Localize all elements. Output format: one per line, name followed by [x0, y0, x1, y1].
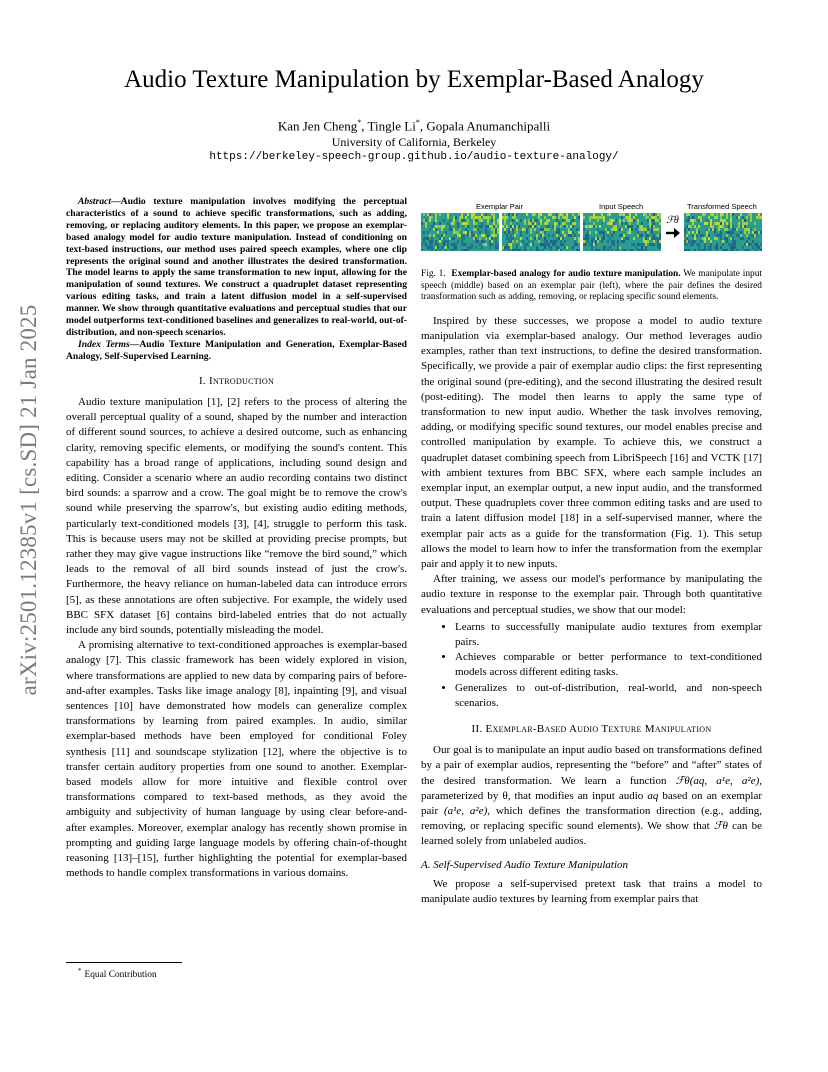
paragraph: We propose a self-supervised pretext task that trains a model to manipulate audio textures by learning from exemplar pairs that: [421, 877, 762, 906]
math-ftheta: ℱθ: [713, 820, 728, 833]
author-name: Tingle Li: [367, 118, 416, 134]
text-run: can be learned solely from unlabeled audios.: [421, 820, 763, 848]
text-run: Our goal is to manipulate an input audio based on transformations defined by a pair of exemplar audios, representing the “before” and “after” states of the desired transformation. We learn a function: [421, 744, 762, 787]
author-name: Kan Jen Cheng: [277, 118, 358, 134]
math-pair: (a¹e, a²e): [443, 805, 488, 818]
arxiv-identifier: arXiv:2501.12385v1 [cs.SD] 21 Jan 2025: [16, 304, 41, 696]
list-item: • Learns to successfully manipulate audio textures from exemplar pairs.: [455, 620, 762, 650]
footnote: [66, 962, 407, 980]
spectrogram-input: [583, 213, 661, 251]
caption-rest: We manipulate input speech (middle) based on an exemplar pair (left), where the pair defines the desired transformation such as adding, removing, or replacing specific sound elements.: [421, 269, 763, 303]
project-url[interactable]: https://berkeley-speech-group.github.io/audio-texture-analogy/: [209, 151, 619, 163]
affiliation: University of California, Berkeley: [331, 135, 497, 149]
index-terms-text: —Audio Texture Manipulation and Generation, Exemplar-Based Analogy, Self-Supervised Learning.: [66, 338, 407, 362]
footnote-mark: *: [78, 967, 82, 975]
abstract-lead: Abstract: [78, 196, 112, 207]
list-item: • Achieves comparable or better performance to text-conditioned models across different editing tasks.: [455, 650, 762, 680]
spectrogram-exemplar-before: [421, 213, 499, 251]
author-list: Kan Jen Cheng*, Tingle Li*, Gopala Anumanchipalli: [277, 118, 551, 134]
paragraph: [421, 743, 762, 849]
index-terms: [66, 339, 407, 363]
abstract: [66, 196, 407, 339]
paper-title: Audio Texture Manipulation by Exemplar-Based Analogy: [124, 66, 704, 93]
arrow-label: ℱθ: [666, 215, 679, 226]
author-name: Gopala Anumanchipalli: [426, 118, 551, 134]
subsection-heading: A. Self-Supervised Audio Texture Manipulation: [421, 858, 629, 871]
spectrogram-exemplar-after: [502, 213, 580, 251]
footnote-rule: [66, 962, 182, 963]
figure-label-exemplar: Exemplar Pair: [476, 202, 524, 211]
author-mark: *: [357, 118, 362, 127]
abstract-text: —Audio texture manipulation involves modifying the perceptual characteristics of a sound to achieve specific transformations, such as adding, removing, or replacing auditory elements. In this paper, we propose an exemplar-based analogy model for audio texture manipulation. Instead of conditioning on text-based instructions, our method uses paired speech examples, where one clip represents the original sound and another illustrates the desired transformation. The model learns to apply the same transformation to new input, allowing for the manipulation of sound textures. We construct a quadruplet dataset representing various editing tasks, and train a latent diffusion model in a self-supervised manner. We show through quantitative evaluations and perceptual studies that our model outperforms text-conditioned baselines and generalizes to real-world, out-of-distribution, and non-speech scenarios.: [66, 196, 407, 338]
contribution-list: [421, 620, 762, 711]
figure-caption: [421, 269, 762, 304]
figure-label-transformed: Transformed Speech: [687, 202, 757, 211]
paragraph: Audio texture manipulation [1], [2] refers to the process of altering the overall perceptual quality of a sound, shaped by the number and interaction of different sound sources, to achieve a desired outcome, such as enhancing clarity, removing specific elements, or modifying the sound's content. This capability has a broad range of applications, including sound design and editing. Consider a scenario where an audio recording contains two distinct bird sounds: a sparrow and a crow. The goal might be to remove the crow's sound while preserving the sparrow's, but existing audio editing methods, particularly text-conditioned models [3], [4], struggle to perform this task. This is because users may not be skilled at providing precise prompts, but rather they may give vague instructions like “remove the bird sound,” which leads to the removal of all bird sounds instead of just the crow's. Furthermore, the heavy reliance on human-labeled data can introduce errors [5], as these annotations are often subjective. For example, the widely used BBC SFX dataset [6] contains bird-labeled entries that do not actually include any bird sounds, potentially misleading the model.: [66, 395, 407, 636]
paragraph: After training, we assess our model's performance by manipulating the audio texture in response to the exemplar pair. Through both quantitative evaluations and perceptual studies, we show that our model:: [421, 573, 762, 616]
section-heading: II. Exemplar-Based Audio Texture Manipulation: [471, 723, 712, 736]
caption-prefix: Fig. 1.: [421, 269, 446, 279]
math-input: aq: [647, 789, 659, 802]
section-heading: I. Introduction: [198, 374, 275, 387]
text-run: , which defines the transformation direction (e.g., adding, removing, or replacing specific sound elements). We show that: [421, 805, 762, 833]
list-item: • Generalizes to out-of-distribution, real-world, and non-speech scenarios.: [455, 681, 762, 711]
paragraph: A promising alternative to text-conditioned approaches is exemplar-based analogy [7]. This classic framework has been widely explored in vision, where transformations are applied to new data by comparing pairs of before-and-after examples. Tasks like image analogy [8], inpainting [9], and visual sentences [10] have demonstrated how models can generalize complex transformations by learning from paired examples. In audio, similar exemplar-based methods have been employed for conditional Foley synthesis [11] and soundscape stylization [12], where the objective is to transfer certain auditory properties from one sound to another. Exemplar-based models allow for more intuitive and flexible control over transformations compared to text-based methods, as they avoid the ambiguity and subjectivity of human language by using clear before-and-after examples. Moreover, exemplar analogy has recently shown promise in prompting and guiding large language models by offering chain-of-thought reasoning [13]–[15], further highlighting the potential for exemplar-based methods to handle complex transformations in various domains.: [66, 639, 407, 880]
arrow-right-icon: [664, 213, 682, 251]
index-terms-lead: Index Terms: [78, 338, 130, 350]
math-function: ℱθ(aq, a¹e, a²e): [675, 774, 760, 787]
text-run: , parameterized by θ, that modifies an input audio: [421, 774, 762, 802]
figure-1: [421, 199, 762, 257]
caption-bold: Exemplar-based analogy for audio texture manipulation.: [451, 269, 681, 279]
paragraph: Inspired by these successes, we propose a model to audio texture manipulation via exemplar-based analogy. Our method leverages audio examples, rather than text instructions, to define the desired transformation. Specifically, we provide a pair of exemplar audio clips: the first representing the original sound (pre-editing), and the second illustrating the desired result (post-editing). The model then learns to apply the same type of transformation to new input audio. Whether the task involves removing, adding, or modifying specific sound textures, our model enables precise and controlled manipulation by example. To achieve this, we construct a quadruplet dataset combining speech from LibriSpeech [16] and VCTK [17] with ambient textures from BBC SFX, where each sample includes an exemplar input, an exemplar output, a new input audio, and the transformed output. These quadruplets cover three common editing tasks and are used to train a latent diffusion model [18] in a self-supervised manner, where the exemplar pair acts as a guide for the transformation (Fig. 1). This setup allows the model to learn how to infer the transformation from the exemplar pair and apply it to new inputs.: [421, 314, 762, 571]
figure-label-input: Input Speech: [599, 202, 644, 211]
right-column: [421, 199, 762, 907]
spectrogram-transformed: [684, 213, 762, 251]
arxiv-sidebar: [14, 220, 44, 780]
text-run: based on an exemplar pair: [421, 789, 762, 818]
footnote-text: Equal Contribution: [84, 970, 157, 981]
transform-arrow: [664, 213, 682, 251]
author-mark: *: [415, 118, 420, 127]
left-column: [66, 196, 407, 881]
